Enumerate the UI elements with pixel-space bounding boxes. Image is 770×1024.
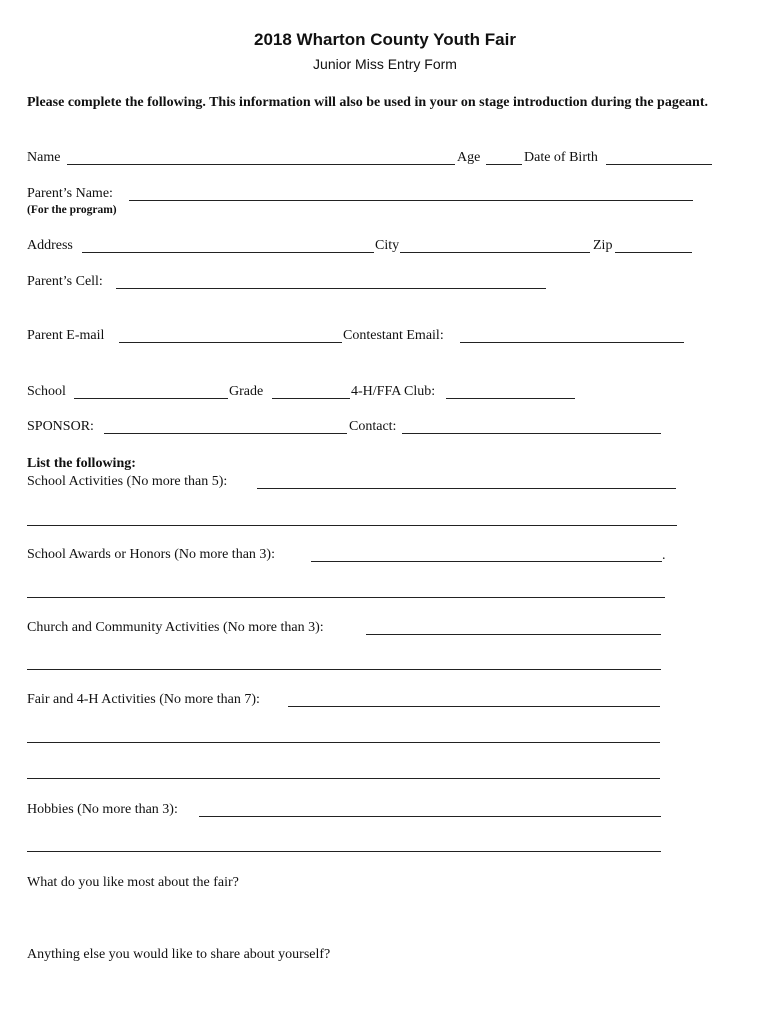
parent-cell-line[interactable]	[116, 288, 546, 289]
parent-name-line[interactable]	[129, 200, 693, 201]
zip-label: Zip	[593, 238, 613, 253]
sponsor-line[interactable]	[104, 433, 347, 434]
school-activities-line-1[interactable]	[257, 488, 676, 489]
list-heading: List the following:	[27, 456, 136, 471]
city-line[interactable]	[400, 252, 590, 253]
name-label: Name	[27, 150, 61, 165]
school-activities-line-2[interactable]	[27, 525, 677, 526]
hobbies-label: Hobbies (No more than 3):	[27, 802, 178, 817]
contestant-email-line[interactable]	[460, 342, 684, 343]
like-most-question: What do you like most about the fair?	[27, 875, 239, 890]
age-label: Age	[457, 150, 481, 165]
intro-instructions: Please complete the following. This information will also be used in your on stage introduction during the pageant.	[27, 95, 708, 110]
contestant-email-label: Contestant Email:	[343, 328, 444, 343]
contact-line[interactable]	[402, 433, 661, 434]
club-label: 4-H/FFA Club:	[351, 384, 436, 399]
name-line[interactable]	[67, 164, 455, 165]
awards-label: School Awards or Honors (No more than 3):	[27, 547, 275, 562]
fair-4h-line-3[interactable]	[27, 778, 660, 779]
fair-4h-line-2[interactable]	[27, 742, 660, 743]
form-title: 2018 Wharton County Youth Fair	[254, 30, 516, 49]
parent-cell-label: Parent’s Cell:	[27, 274, 103, 289]
dob-line[interactable]	[606, 164, 712, 165]
address-label: Address	[27, 238, 73, 253]
awards-line-1[interactable]	[311, 561, 662, 562]
zip-line[interactable]	[615, 252, 692, 253]
school-label: School	[27, 384, 66, 399]
contact-label: Contact:	[349, 419, 397, 434]
hobbies-line-2[interactable]	[27, 851, 661, 852]
for-program-note: (For the program)	[27, 204, 117, 216]
sponsor-label: SPONSOR:	[27, 419, 94, 434]
grade-label: Grade	[229, 384, 264, 399]
parent-email-label: Parent E-mail	[27, 328, 105, 343]
school-line[interactable]	[74, 398, 228, 399]
church-community-label: Church and Community Activities (No more than 3):	[27, 620, 324, 635]
grade-line[interactable]	[272, 398, 350, 399]
parent-email-line[interactable]	[119, 342, 342, 343]
anything-else-question: Anything else you would like to share about yourself?	[27, 947, 331, 962]
awards-line-2[interactable]	[27, 597, 665, 598]
school-activities-label: School Activities (No more than 5):	[27, 474, 228, 489]
form-subtitle: Junior Miss Entry Form	[313, 56, 457, 72]
awards-trailing-period: .	[662, 548, 666, 563]
church-community-line-2[interactable]	[27, 669, 661, 670]
church-community-line-1[interactable]	[366, 634, 661, 635]
parent-name-label: Parent’s Name:	[27, 186, 113, 201]
address-line[interactable]	[82, 252, 374, 253]
city-label: City	[375, 238, 400, 253]
hobbies-line-1[interactable]	[199, 816, 661, 817]
age-line[interactable]	[486, 164, 522, 165]
fair-4h-label: Fair and 4-H Activities (No more than 7):	[27, 692, 260, 707]
dob-label: Date of Birth	[524, 150, 598, 165]
club-line[interactable]	[446, 398, 575, 399]
fair-4h-line-1[interactable]	[288, 706, 660, 707]
